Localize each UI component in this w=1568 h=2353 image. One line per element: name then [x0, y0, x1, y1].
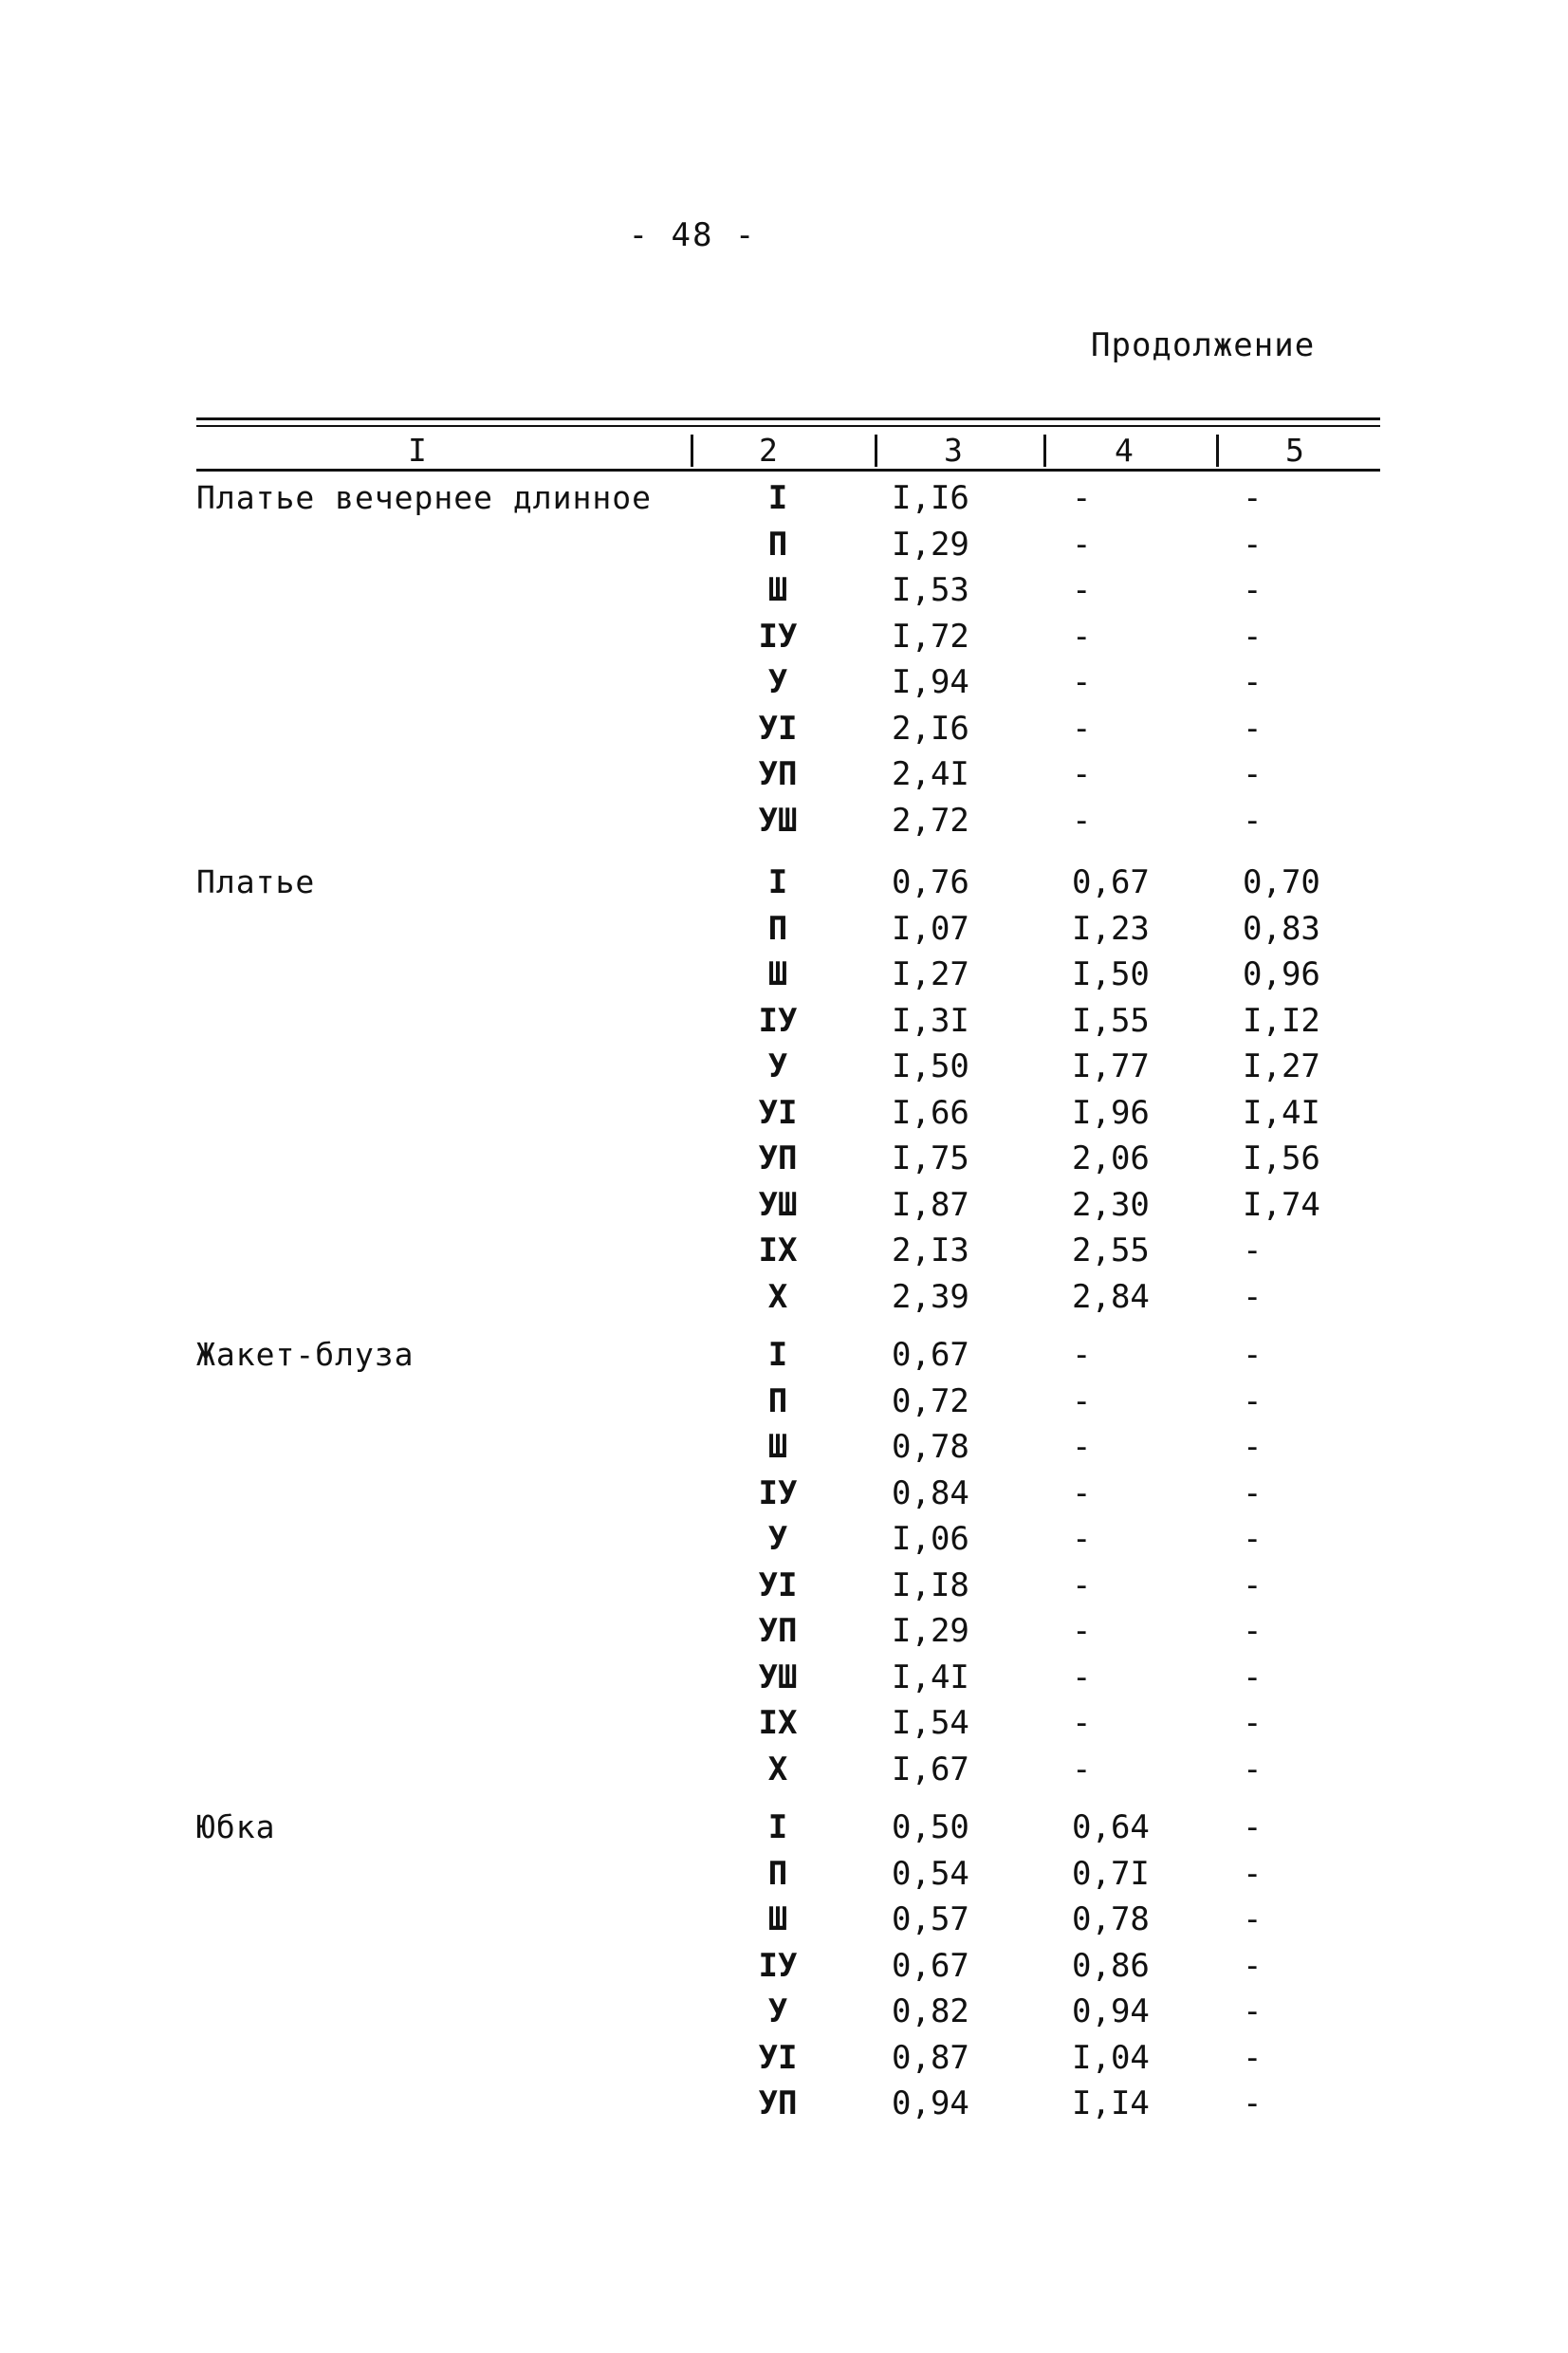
size-cell: Ш — [767, 1900, 788, 1938]
value-col-3: I,06 — [892, 1520, 969, 1558]
value-col-3: I,I6 — [892, 479, 969, 517]
value-col-3: I,29 — [892, 1612, 969, 1650]
value-col-3: 0,50 — [892, 1808, 969, 1846]
value-col-5: 0,96 — [1243, 955, 1320, 993]
value-col-5: - — [1243, 1428, 1263, 1466]
value-col-5: - — [1243, 1855, 1263, 1893]
value-col-3: 0,54 — [892, 1855, 969, 1893]
table-top-rule — [196, 417, 1380, 420]
value-col-3: I,29 — [892, 526, 969, 564]
value-col-3: I,27 — [892, 955, 969, 993]
value-col-4: - — [1072, 1704, 1092, 1742]
size-cell: УП — [758, 755, 798, 793]
size-cell: У — [767, 1992, 788, 2030]
size-cell: I — [767, 1808, 788, 1846]
value-col-3: 2,I6 — [892, 710, 969, 748]
page-number: - 48 - — [628, 216, 757, 254]
table-header-rule — [196, 469, 1380, 472]
value-col-3: I,3I — [892, 1002, 969, 1040]
value-col-4: 2,84 — [1072, 1278, 1150, 1316]
value-col-5: I,4I — [1243, 1094, 1320, 1132]
value-col-3: 0,87 — [892, 2039, 969, 2077]
value-col-3: 2,4I — [892, 755, 969, 793]
value-col-4: I,55 — [1072, 1002, 1150, 1040]
value-col-4: 0,64 — [1072, 1808, 1150, 1846]
size-cell: УШ — [758, 1658, 798, 1696]
size-cell: IУ — [758, 618, 798, 656]
value-col-3: 0,84 — [892, 1474, 969, 1512]
value-col-5: 0,83 — [1243, 910, 1320, 948]
value-col-5: - — [1243, 1278, 1263, 1316]
value-col-3: 0,76 — [892, 863, 969, 901]
section-label: Жакет-блуза — [196, 1336, 415, 1373]
value-col-3: 2,72 — [892, 802, 969, 840]
size-cell: IУ — [758, 1947, 798, 1985]
value-col-5: - — [1243, 571, 1263, 609]
value-col-5: - — [1243, 1947, 1263, 1985]
value-col-3: I,I8 — [892, 1566, 969, 1604]
value-col-4: - — [1072, 571, 1092, 609]
header-separator — [875, 435, 877, 467]
size-cell: УI — [758, 710, 798, 748]
value-col-3: I,50 — [892, 1047, 969, 1085]
size-cell: У — [767, 1520, 788, 1558]
value-col-4: I,04 — [1072, 2039, 1150, 2077]
value-col-5: - — [1243, 526, 1263, 564]
value-col-4: - — [1072, 1751, 1092, 1788]
value-col-3: I,07 — [892, 910, 969, 948]
value-col-4: I,23 — [1072, 910, 1150, 948]
value-col-5: - — [1243, 1612, 1263, 1650]
value-col-4: 2,55 — [1072, 1232, 1150, 1269]
value-col-4: - — [1072, 755, 1092, 793]
value-col-5: - — [1243, 2084, 1263, 2122]
value-col-4: 0,94 — [1072, 1992, 1150, 2030]
value-col-4: - — [1072, 1520, 1092, 1558]
value-col-3: I,4I — [892, 1658, 969, 1696]
value-col-3: 0,78 — [892, 1428, 969, 1466]
value-col-3: 0,72 — [892, 1382, 969, 1420]
value-col-4: - — [1072, 479, 1092, 517]
size-cell: Ш — [767, 1428, 788, 1466]
value-col-5: - — [1243, 663, 1263, 701]
value-col-4: - — [1072, 1336, 1092, 1374]
header-separator — [691, 435, 693, 467]
value-col-4: - — [1072, 1658, 1092, 1696]
value-col-3: 0,94 — [892, 2084, 969, 2122]
header-col-3: 3 — [944, 432, 963, 469]
value-col-3: I,53 — [892, 571, 969, 609]
size-cell: IХ — [758, 1232, 798, 1269]
value-col-4: - — [1072, 1474, 1092, 1512]
header-col-1: I — [408, 432, 427, 469]
value-col-5: I,74 — [1243, 1186, 1320, 1224]
size-cell: П — [767, 526, 788, 564]
header-col-4: 4 — [1115, 432, 1134, 469]
value-col-3: I,87 — [892, 1186, 969, 1224]
value-col-3: I,75 — [892, 1139, 969, 1177]
value-col-5: - — [1243, 1520, 1263, 1558]
size-cell: УШ — [758, 1186, 798, 1224]
value-col-4: I,77 — [1072, 1047, 1150, 1085]
size-cell: Ш — [767, 571, 788, 609]
header-col-5: 5 — [1285, 432, 1304, 469]
value-col-5: - — [1243, 1992, 1263, 2030]
size-cell: I — [767, 479, 788, 517]
value-col-4: 0,86 — [1072, 1947, 1150, 1985]
value-col-4: - — [1072, 1612, 1092, 1650]
value-col-4: 2,06 — [1072, 1139, 1150, 1177]
size-cell: Х — [767, 1751, 788, 1788]
size-cell: П — [767, 1855, 788, 1893]
value-col-5: - — [1243, 1900, 1263, 1938]
value-col-5: I,27 — [1243, 1047, 1320, 1085]
size-cell: П — [767, 1382, 788, 1420]
value-col-4: 0,67 — [1072, 863, 1150, 901]
value-col-3: 0,67 — [892, 1336, 969, 1374]
size-cell: П — [767, 910, 788, 948]
size-cell: УI — [758, 2039, 798, 2077]
value-col-5: - — [1243, 2039, 1263, 2077]
value-col-4: - — [1072, 1566, 1092, 1604]
size-cell: IХ — [758, 1704, 798, 1742]
size-cell: УП — [758, 1139, 798, 1177]
value-col-4: I,96 — [1072, 1094, 1150, 1132]
value-col-4: I,50 — [1072, 955, 1150, 993]
continuation-caption: Продолжение — [1091, 326, 1316, 364]
value-col-5: - — [1243, 1658, 1263, 1696]
size-cell: У — [767, 1047, 788, 1085]
header-col-2: 2 — [759, 432, 778, 469]
value-col-4: - — [1072, 618, 1092, 656]
value-col-5: - — [1243, 710, 1263, 748]
value-col-4: - — [1072, 663, 1092, 701]
value-col-3: I,54 — [892, 1704, 969, 1742]
value-col-3: 0,57 — [892, 1900, 969, 1938]
size-cell: IУ — [758, 1002, 798, 1040]
value-col-4: - — [1072, 802, 1092, 840]
size-cell: УI — [758, 1566, 798, 1604]
value-col-5: - — [1243, 1474, 1263, 1512]
size-cell: IУ — [758, 1474, 798, 1512]
value-col-5: - — [1243, 1704, 1263, 1742]
value-col-4: - — [1072, 1382, 1092, 1420]
value-col-4: - — [1072, 526, 1092, 564]
value-col-3: 0,67 — [892, 1947, 969, 1985]
value-col-5: - — [1243, 1751, 1263, 1788]
size-cell: I — [767, 1336, 788, 1374]
value-col-5: I,56 — [1243, 1139, 1320, 1177]
value-col-3: 2,39 — [892, 1278, 969, 1316]
value-col-3: I,72 — [892, 618, 969, 656]
value-col-4: I,I4 — [1072, 2084, 1150, 2122]
value-col-4: 2,30 — [1072, 1186, 1150, 1224]
value-col-5: - — [1243, 479, 1263, 517]
value-col-5: - — [1243, 618, 1263, 656]
section-label: Юбка — [196, 1808, 276, 1845]
size-cell: Х — [767, 1278, 788, 1316]
header-separator — [1043, 435, 1046, 467]
size-cell: УI — [758, 1094, 798, 1132]
value-col-5: - — [1243, 1232, 1263, 1269]
size-cell: Ш — [767, 955, 788, 993]
value-col-5: - — [1243, 755, 1263, 793]
section-label: Платье вечернее длинное — [196, 479, 652, 516]
size-cell: УП — [758, 2084, 798, 2122]
value-col-5: - — [1243, 1808, 1263, 1846]
value-col-3: I,67 — [892, 1751, 969, 1788]
size-cell: У — [767, 663, 788, 701]
value-col-4: 0,78 — [1072, 1900, 1150, 1938]
value-col-5: I,I2 — [1243, 1002, 1320, 1040]
size-cell: УШ — [758, 802, 798, 840]
section-label: Платье — [196, 863, 316, 900]
header-separator — [1216, 435, 1219, 467]
value-col-3: 0,82 — [892, 1992, 969, 2030]
value-col-3: 2,I3 — [892, 1232, 969, 1269]
value-col-3: I,66 — [892, 1094, 969, 1132]
size-cell: I — [767, 863, 788, 901]
size-cell: УП — [758, 1612, 798, 1650]
value-col-4: - — [1072, 1428, 1092, 1466]
value-col-5: - — [1243, 1382, 1263, 1420]
table-top-rule-inner — [196, 425, 1380, 427]
value-col-5: - — [1243, 1566, 1263, 1604]
value-col-5: - — [1243, 802, 1263, 840]
value-col-5: - — [1243, 1336, 1263, 1374]
value-col-4: - — [1072, 710, 1092, 748]
value-col-4: 0,7I — [1072, 1855, 1150, 1893]
value-col-5: 0,70 — [1243, 863, 1320, 901]
value-col-3: I,94 — [892, 663, 969, 701]
